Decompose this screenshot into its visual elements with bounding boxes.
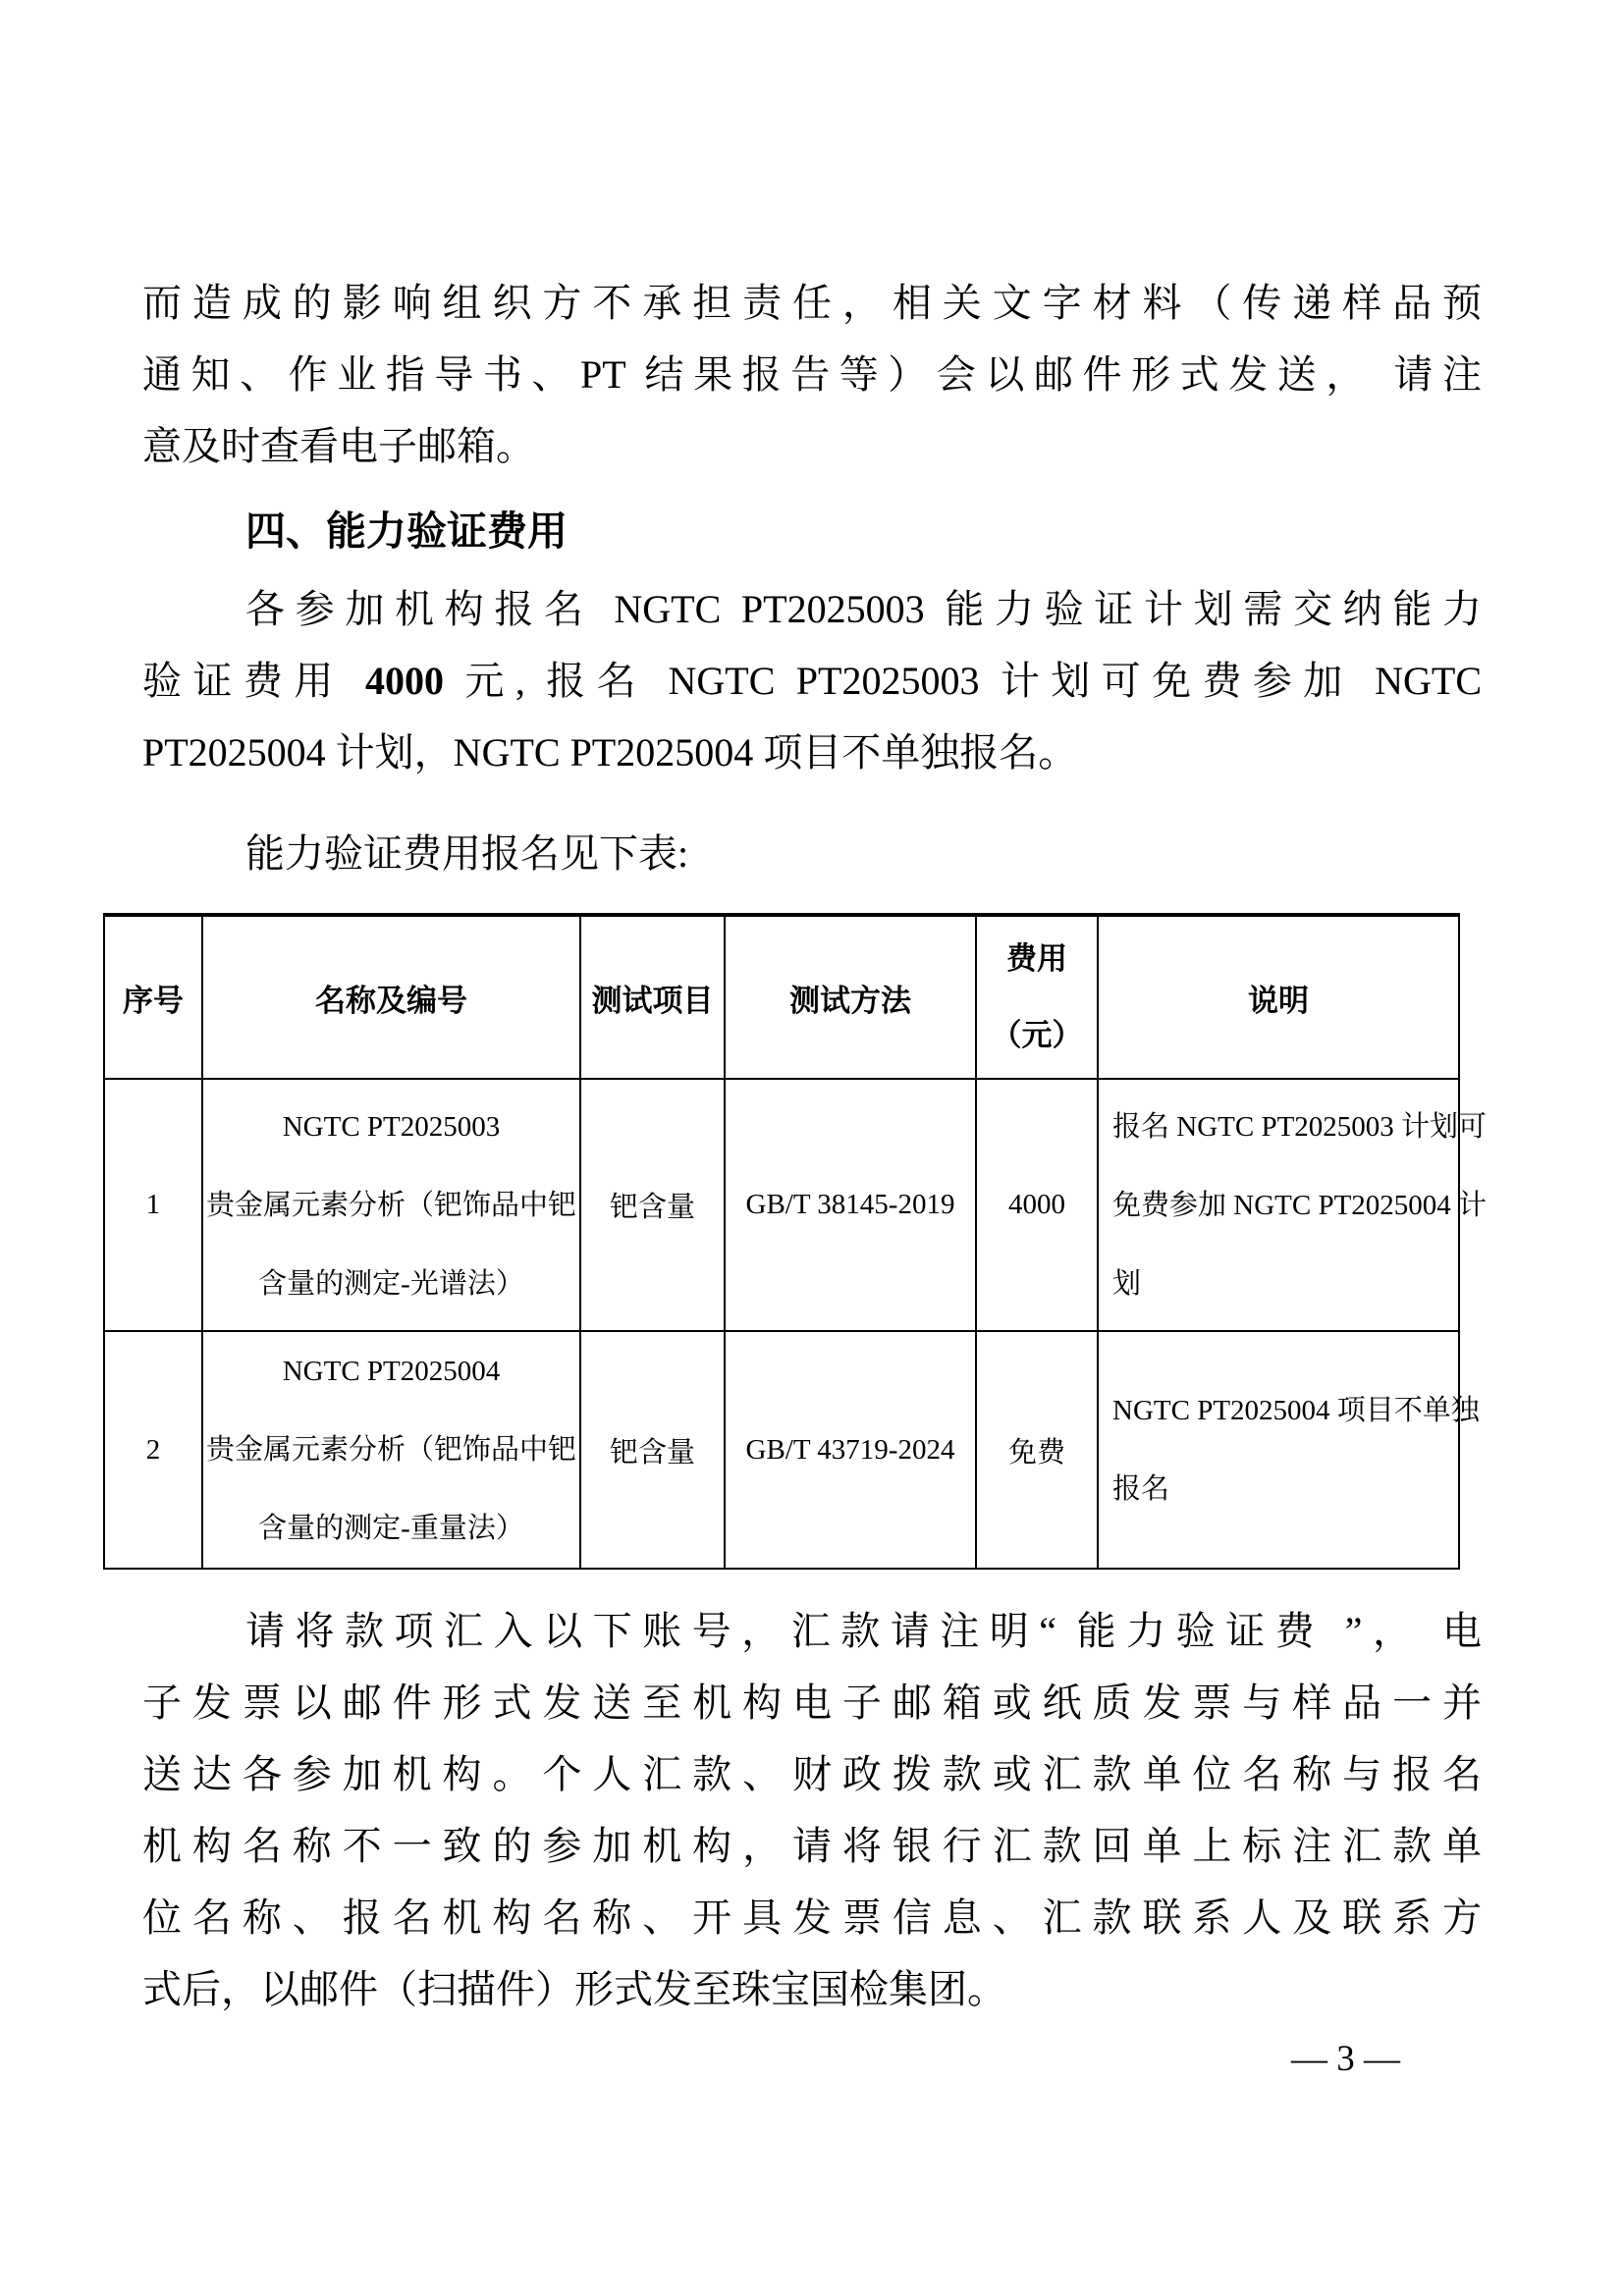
table-intro-line: 能力验证费用报名见下表:	[245, 831, 689, 876]
cell-index: 1	[104, 1079, 202, 1331]
cell-method: GB/T 43719-2024	[725, 1331, 976, 1569]
header-name: 名称及编号	[202, 915, 580, 1079]
table-cell-line: 贵金属元素分析（钯饰品中钯	[205, 1189, 576, 1221]
section-heading: 四、能力验证费用	[245, 508, 568, 554]
table-cell-line: 免费参加 NGTC PT2025004 计	[1112, 1189, 1488, 1221]
table-cell-line: 贵金属元素分析（钯饰品中钯	[205, 1434, 576, 1466]
header-method: 测试方法	[725, 915, 976, 1079]
text-line: 请将款项汇入以下账号，汇款请注明“ 能力验证费 ”， 电	[245, 1609, 1482, 1653]
table-cell-line: NGTC PT2025004	[282, 1356, 501, 1387]
cell-item: 钯含量	[580, 1079, 725, 1331]
header-fee	[976, 915, 1098, 1079]
header-fee-line: 费用	[1006, 941, 1067, 976]
page-content	[123, 267, 1488, 2025]
text-line: 子发票以邮件形式发送至机构电子邮箱或纸质发票与样品一并	[142, 1681, 1482, 1725]
cell-method: GB/T 38145-2019	[725, 1079, 976, 1331]
cell-name	[202, 1079, 580, 1331]
text-line: 式后，以邮件（扫描件）形式发至珠宝国检集团。	[142, 1967, 1006, 2011]
header-index: 序号	[104, 915, 202, 1079]
cell-name	[202, 1331, 580, 1569]
text-line	[142, 645, 1482, 717]
text-line: 位名称、报名机构名称、开具发票信息、汇款联系人及联系方	[142, 1896, 1482, 1940]
cell-note	[1098, 1331, 1480, 1569]
table-header-row	[104, 915, 1459, 1079]
cell-fee: 4000	[976, 1079, 1098, 1331]
cell-fee: 免费	[976, 1331, 1098, 1569]
text-line: 机构名称不一致的参加机构，请将银行汇款回单上标注汇款单	[142, 1824, 1482, 1868]
text-line: 而造成的影响组织方不承担责任，相关文字材料（传递样品预	[142, 281, 1482, 325]
text-segment: 验证费用	[142, 659, 366, 703]
table-cell-line: 报名	[1112, 1473, 1170, 1505]
table-cell-line: 划	[1112, 1267, 1142, 1300]
fee-table	[103, 913, 1488, 1570]
header-fee-line: （元）	[991, 1018, 1083, 1052]
header-note: 说明	[1098, 915, 1459, 1079]
table-cell-line: NGTC PT2025004 项目不单独	[1112, 1395, 1480, 1426]
table-cell-line: 含量的测定-光谱法）	[258, 1267, 524, 1300]
cell-index: 2	[104, 1331, 202, 1569]
table-row	[104, 1331, 1459, 1569]
text-line: 意及时查看电子邮箱。	[142, 424, 535, 468]
fee-amount-bold: 4000	[365, 659, 445, 703]
text-line: 通知、作业指导书、PT 结果报告等）会以邮件形式发送， 请注	[142, 352, 1482, 397]
text-line: PT2025004 计划，NGTC PT2025004 项目不单独报名。	[142, 730, 1078, 774]
table-cell-line: 报名 NGTC PT2025003 计划可	[1112, 1110, 1488, 1143]
paragraph-continuation	[142, 267, 1482, 482]
cell-item: 钯含量	[580, 1331, 725, 1569]
header-item: 测试项目	[580, 915, 725, 1079]
text-line: 各参加机构报名 NGTC PT2025003 能力验证计划需交纳能力	[245, 587, 1482, 631]
cell-note	[1098, 1079, 1488, 1331]
table-row	[104, 1079, 1459, 1331]
text-segment: 元, 报名 NGTC PT2025003 计划可免费参加 NGTC	[444, 659, 1483, 703]
text-line: 送达各参加机构。个人汇款、财政拨款或汇款单位名称与报名	[142, 1752, 1482, 1796]
paragraph-fee-intro	[142, 573, 1482, 788]
table-cell-line: 含量的测定-重量法）	[258, 1513, 524, 1544]
paragraph-payment	[142, 1595, 1482, 2025]
page-number: — 3 —	[1291, 2039, 1400, 2079]
table-cell-line: NGTC PT2025003	[282, 1110, 501, 1143]
